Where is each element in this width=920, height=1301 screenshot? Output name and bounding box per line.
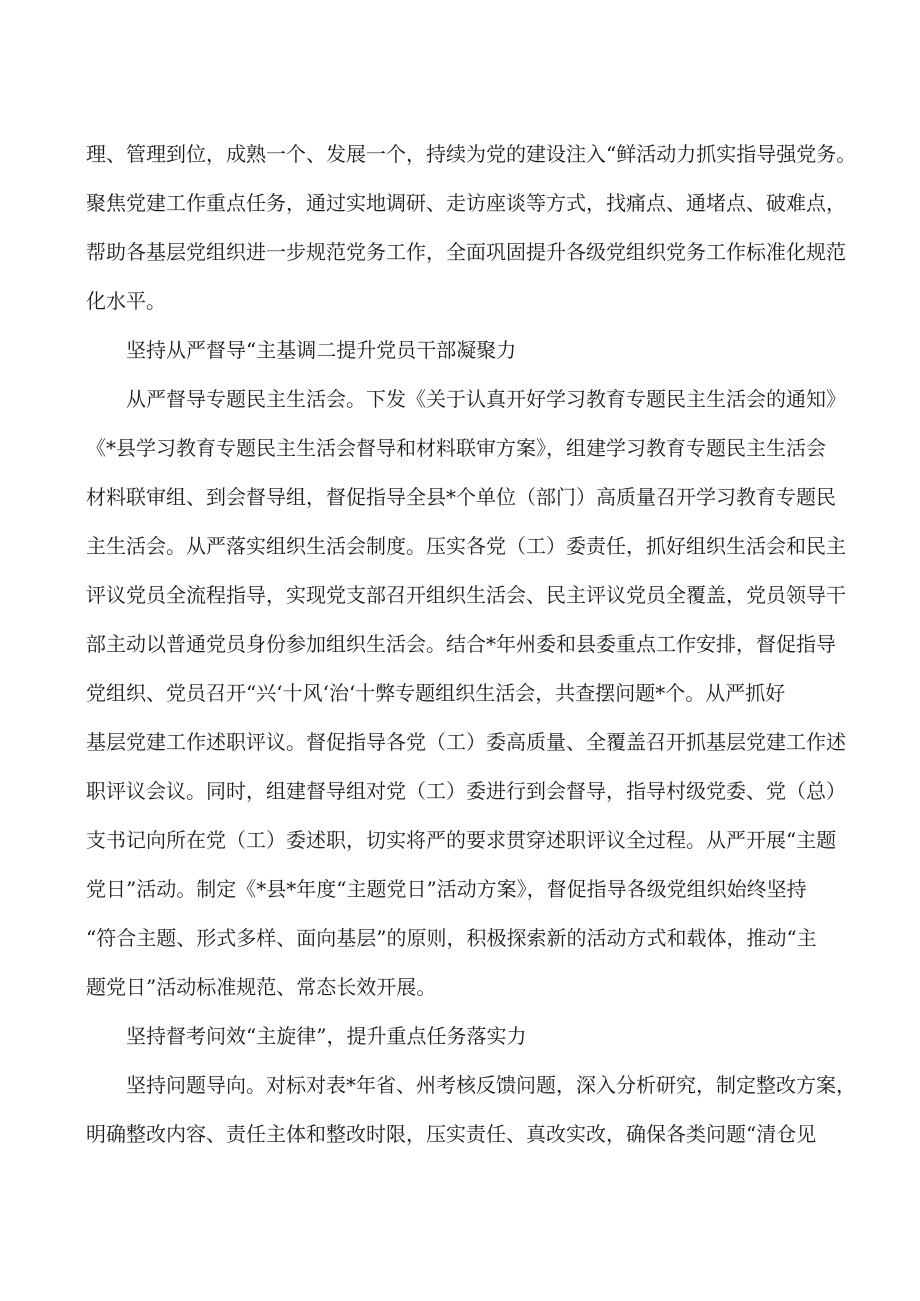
paragraph-oversight: [86, 375, 856, 1012]
section-heading-text: 坚持从严督导“主基调二提升党员干部凝聚力: [126, 338, 517, 362]
text-line: 帮助各基层党组织进一步规范党务工作，全面巩固提升各级党组织党务工作标准化规范: [86, 240, 846, 264]
text-line: 题党日”活动标准规范、常态长效开展。: [86, 975, 437, 999]
text-line: 党日”活动。制定《*县*年度“主题党日”活动方案》，督促指导各级党组织始终坚持: [86, 877, 807, 901]
section-heading: [86, 1012, 856, 1061]
document-page: [86, 130, 856, 1159]
text-line: 材料联审组、到会督导组，督促指导全县*个单位（部门）高质量召开学习教育专题民: [86, 485, 836, 509]
paragraph-continuation: [86, 130, 856, 326]
text-line: 评议党员全流程指导，实现党支部召开组织生活会、民主评议党员全覆盖，党员领导干: [86, 583, 846, 607]
text-line: 支书记向所在党（工）委述职，切实将严的要求贯穿述职评议全过程。从严开展“主题: [86, 828, 837, 852]
paragraph-problem-oriented: [86, 1061, 856, 1159]
text-line: 化水平。: [86, 289, 166, 313]
text-line: 部主动以普通党员身份参加组织生活会。结合*年州委和县委重点工作安排，督促指导: [86, 632, 836, 656]
text-line: 聚焦党建工作重点任务，通过实地调研、走访座谈等方式，找痛点、通堵点、破难点，: [86, 191, 846, 215]
text-line: 《*县学习教育专题民主生活会督导和材料联审方案》，组建学习教育专题民主生活会: [86, 436, 826, 460]
text-line: 坚持问题导向。对标对表*年省、州考核反馈问题，深入分析研究，制定整改方案，: [126, 1073, 856, 1097]
text-line: 职评议会议。同时，组建督导组对党（工）委进行到会督导，指导村级党委、党（总）: [86, 779, 846, 803]
text-line: 从严督导专题民主生活会。下发《关于认真开好学习教育专题民主生活会的通知》: [126, 387, 846, 411]
text-line: 主生活会。从严落实组织生活会制度。压实各党（工）委责任，抓好组织生活会和民主: [86, 534, 846, 558]
text-line: 基层党建工作述职评议。督促指导各党（工）委高质量、全覆盖召开抓基层党建工作述: [86, 730, 846, 754]
text-line: “符合主题、形式多样、面向基层”的原则，积极探索新的活动方式和载体，推动“主: [86, 926, 817, 950]
text-line: 党组织、党员召开“兴‘十风‘治‘十弊专题组织生活会，共查摆问题*个。从严抓好: [86, 681, 786, 705]
section-heading: [86, 326, 856, 375]
text-line: 理、管理到位，成熟一个、发展一个，持续为党的建设注入“鲜活动力抓实指导强党务。: [86, 142, 856, 166]
text-line: 明确整改内容、责任主体和整改时限，压实责任、真改实改，确保各类问题“清仓见: [86, 1122, 817, 1146]
section-heading-text: 坚持督考问效“主旋律”，提升重点任务落实力: [126, 1024, 527, 1048]
